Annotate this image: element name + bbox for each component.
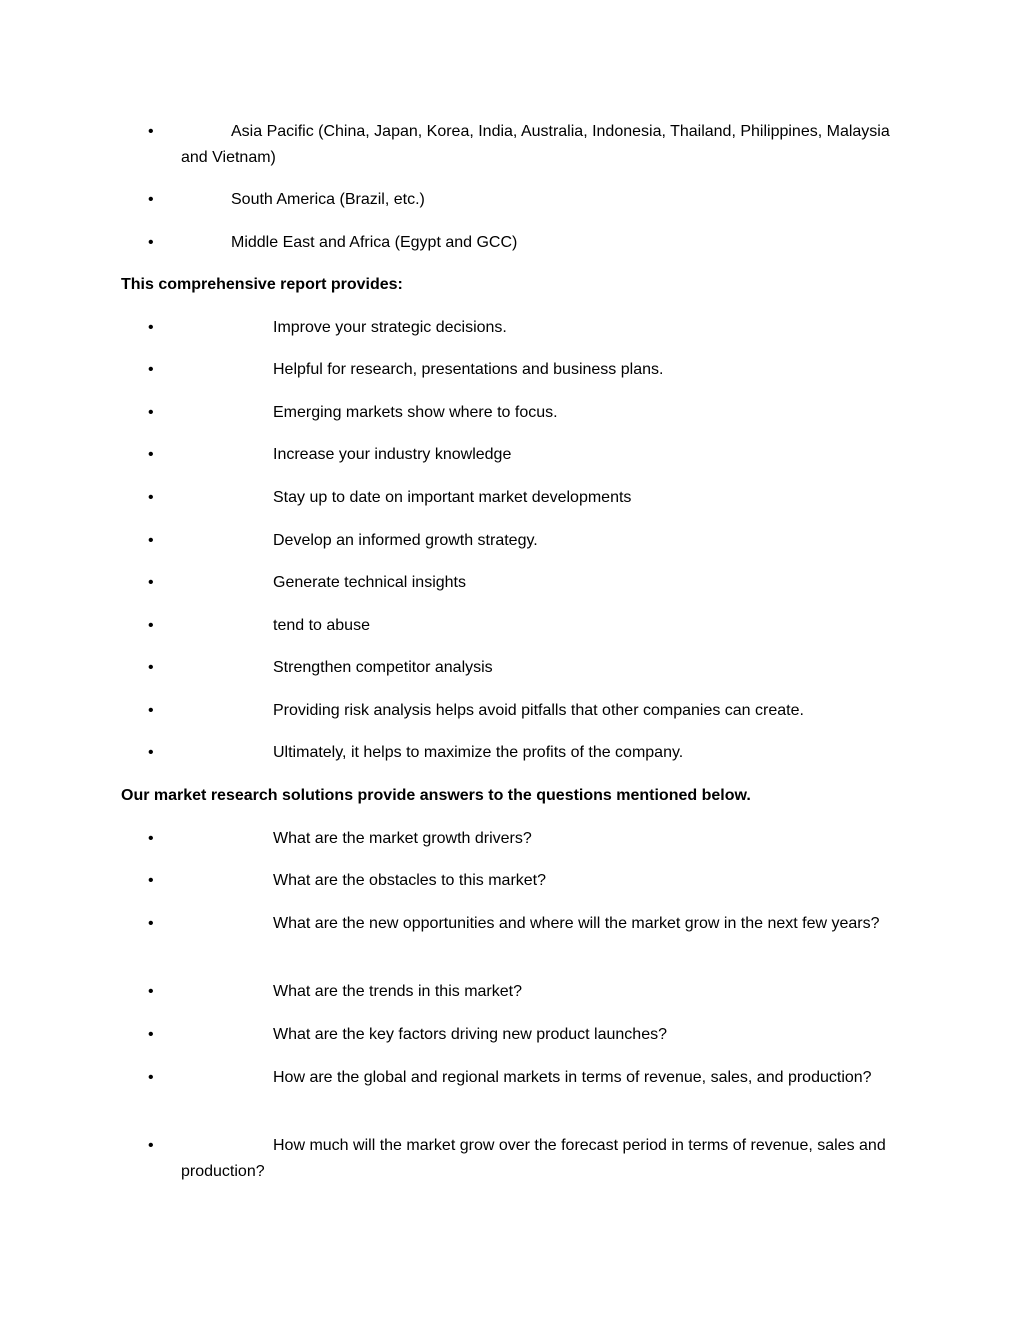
benefit-text: Generate technical insights	[273, 574, 466, 591]
list-item	[0, 1065, 1024, 1091]
list-item	[0, 400, 1024, 426]
list-item	[0, 868, 1024, 894]
list-item	[0, 315, 1024, 341]
bullet-icon: •	[148, 489, 154, 506]
bullet-icon: •	[148, 983, 154, 1000]
benefit-text: Increase your industry knowledge	[273, 446, 512, 463]
list-item	[0, 357, 1024, 383]
list-item	[0, 655, 1024, 681]
list-item	[0, 119, 1024, 171]
bullet-icon: •	[148, 574, 154, 591]
section-heading-questions: Our market research solutions provide answers to the questions mentioned below.	[121, 787, 751, 804]
question-text: What are the new opportunities and where will the market grow in the next few years?	[273, 915, 880, 932]
benefit-text: Stay up to date on important market developments	[273, 489, 632, 506]
bullet-icon: •	[148, 1069, 154, 1086]
region-text: Middle East and Africa (Egypt and GCC)	[231, 234, 518, 251]
list-item	[0, 613, 1024, 639]
benefit-text: Improve your strategic decisions.	[273, 319, 507, 336]
bullet-icon: •	[148, 532, 154, 549]
region-text: South America (Brazil, etc.)	[231, 191, 425, 208]
bullet-icon: •	[148, 830, 154, 847]
list-item	[0, 442, 1024, 468]
region-text: Asia Pacific (China, Japan, Korea, India, Australia, Indonesia, Thailand, Philippines, Malaysia and Vietnam)	[181, 123, 890, 166]
list-item	[0, 826, 1024, 852]
question-text: What are the key factors driving new product launches?	[273, 1026, 667, 1043]
bullet-icon: •	[148, 702, 154, 719]
list-item	[0, 740, 1024, 766]
bullet-icon: •	[148, 915, 154, 932]
bullet-icon: •	[148, 319, 154, 336]
benefit-text: Helpful for research, presentations and business plans.	[273, 361, 664, 378]
bullet-icon: •	[148, 123, 154, 140]
list-item	[0, 1022, 1024, 1048]
bullet-icon: •	[148, 1026, 154, 1043]
benefit-text: Develop an informed growth strategy.	[273, 532, 538, 549]
list-item	[0, 979, 1024, 1005]
benefit-text: Emerging markets show where to focus.	[273, 404, 558, 421]
bullet-icon: •	[148, 1137, 154, 1154]
list-item	[0, 187, 1024, 213]
list-item	[0, 230, 1024, 256]
benefit-text: Strengthen competitor analysis	[273, 659, 493, 676]
bullet-icon: •	[148, 361, 154, 378]
list-item	[0, 911, 1024, 937]
list-item	[0, 485, 1024, 511]
bullet-icon: •	[148, 659, 154, 676]
question-text: What are the trends in this market?	[273, 983, 522, 1000]
bullet-icon: •	[148, 872, 154, 889]
section-heading-provides: This comprehensive report provides:	[121, 276, 403, 293]
list-item	[0, 1133, 1024, 1185]
bullet-icon: •	[148, 744, 154, 761]
bullet-icon: •	[148, 404, 154, 421]
list-item	[0, 528, 1024, 554]
list-item	[0, 698, 1024, 724]
question-text: How much will the market grow over the forecast period in terms of revenue, sales and production?	[181, 1137, 886, 1180]
benefit-text: Ultimately, it helps to maximize the profits of the company.	[273, 744, 684, 761]
bullet-icon: •	[148, 617, 154, 634]
bullet-icon: •	[148, 446, 154, 463]
list-item	[0, 570, 1024, 596]
bullet-icon: •	[148, 191, 154, 208]
benefit-text: Providing risk analysis helps avoid pitfalls that other companies can create.	[273, 702, 804, 719]
bullet-icon: •	[148, 234, 154, 251]
question-text: How are the global and regional markets in terms of revenue, sales, and production?	[273, 1069, 872, 1086]
question-text: What are the market growth drivers?	[273, 830, 532, 847]
benefit-text: tend to abuse	[273, 617, 370, 634]
question-text: What are the obstacles to this market?	[273, 872, 547, 889]
